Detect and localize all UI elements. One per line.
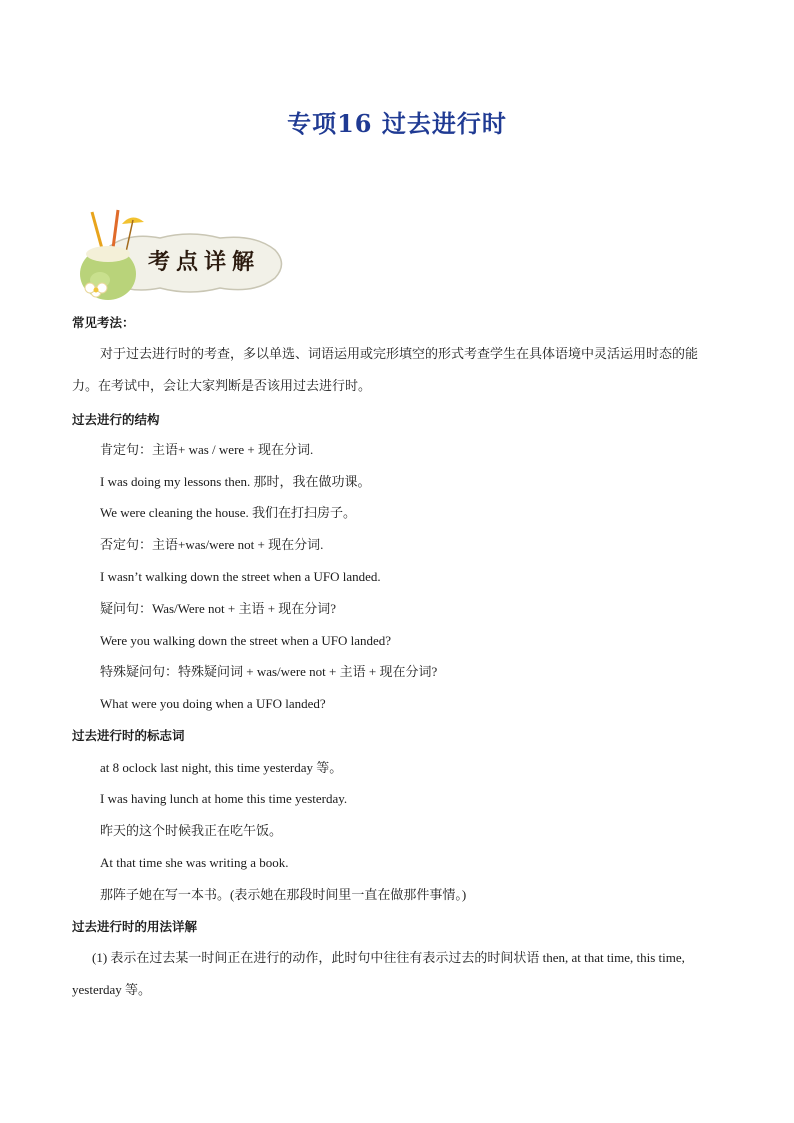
- heading-structure: 过去进行的结构: [72, 412, 160, 427]
- signal-line: 那阵子她在写一本书。(表示她在那段时间里一直在做那件事情。): [100, 887, 467, 902]
- structure-line: Were you walking down the street when a UFO landed?: [100, 633, 392, 648]
- structure-line: I wasn’t walking down the street when a UFO landed.: [100, 569, 381, 584]
- signal-line: 昨天的这个时候我正在吃午饭。: [100, 823, 283, 838]
- signal-line: at 8 oclock last night, this time yesterday 等。: [100, 760, 343, 775]
- signal-line: I was having lunch at home this time yesterday.: [100, 791, 348, 806]
- heading-signal-words: 过去进行时的标志词: [72, 728, 185, 743]
- usage-paragraph: (1) 表示在过去某一时间正在进行的动作，此时句中往往有表示过去的时间状语 then, at that time, this time, yesterday 等。: [72, 950, 685, 997]
- signal-line: At that time she was writing a book.: [100, 855, 289, 870]
- structure-line: 肯定句：主语+ was / were + 现在分词.: [100, 442, 314, 457]
- structure-line: 否定句：主语+was/were not + 现在分词.: [100, 537, 324, 552]
- heading-usage: 过去进行时的用法详解: [72, 919, 198, 934]
- section-banner-label: 考点详解: [148, 249, 261, 275]
- structure-line: We were cleaning the house. 我们在打扫房子。: [100, 505, 357, 520]
- heading-common: 常见考法：: [72, 315, 135, 330]
- structure-line: I was doing my lessons then. 那时，我在做功课。: [100, 474, 371, 489]
- structure-line: 特殊疑问句：特殊疑问词 + was/were not + 主语 + 现在分词?: [100, 664, 438, 679]
- intro-paragraph: 对于过去进行时的考查，多以单选、词语运用或完形填空的形式考查学生在具体语境中灵活运用时态的能力。在考试中，会让大家判断是否该用过去进行时。: [72, 346, 699, 393]
- structure-line: What were you doing when a UFO landed?: [100, 696, 326, 711]
- structure-line: 疑问句：Was/Were not + 主语 + 现在分词?: [100, 601, 337, 616]
- page-title: 专项16 过去进行时: [287, 109, 507, 138]
